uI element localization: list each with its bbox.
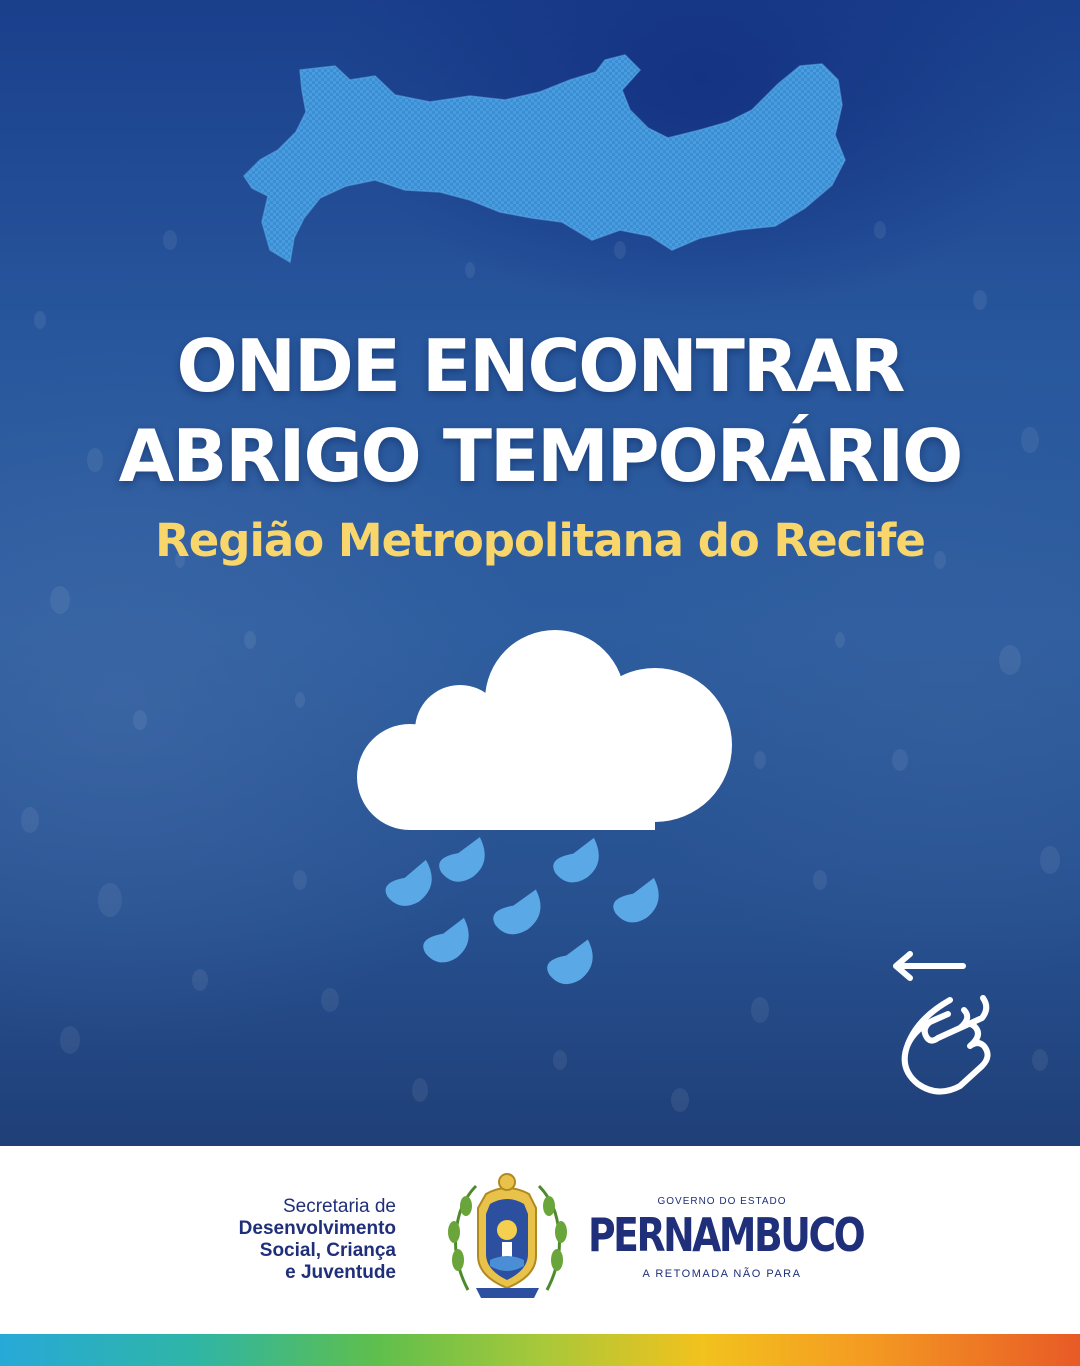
secretaria-line-1: Secretaria de (282, 1196, 396, 1217)
secretaria-line-2: Desenvolvimento (238, 1218, 396, 1239)
secretaria-logo-text (239, 1196, 396, 1284)
secretaria-line-4: e Juventude (285, 1262, 396, 1283)
government-state-name: PERNAMBUCO (588, 1208, 864, 1262)
pernambuco-map-icon (0, 0, 1080, 300)
rain-cloud-icon (350, 615, 740, 1005)
secretaria-line-3: Social, Criança (259, 1240, 396, 1261)
government-slogan: A RETOMADA NÃO PARA (642, 1268, 802, 1280)
footer (0, 1146, 1080, 1334)
headline-subtitle: Região Metropolitana do Recife (155, 514, 925, 567)
headline-line-1: ONDE ENCONTRAR (176, 324, 904, 408)
headline-line-2: ABRIGO TEMPORÁRIO (118, 414, 962, 498)
government-top-label: GOVERNO DO ESTADO (657, 1196, 787, 1207)
swipe-left-hand-icon[interactable] (878, 948, 998, 1098)
pernambuco-coat-of-arms-icon (440, 1172, 575, 1304)
color-stripe (0, 1334, 1080, 1366)
